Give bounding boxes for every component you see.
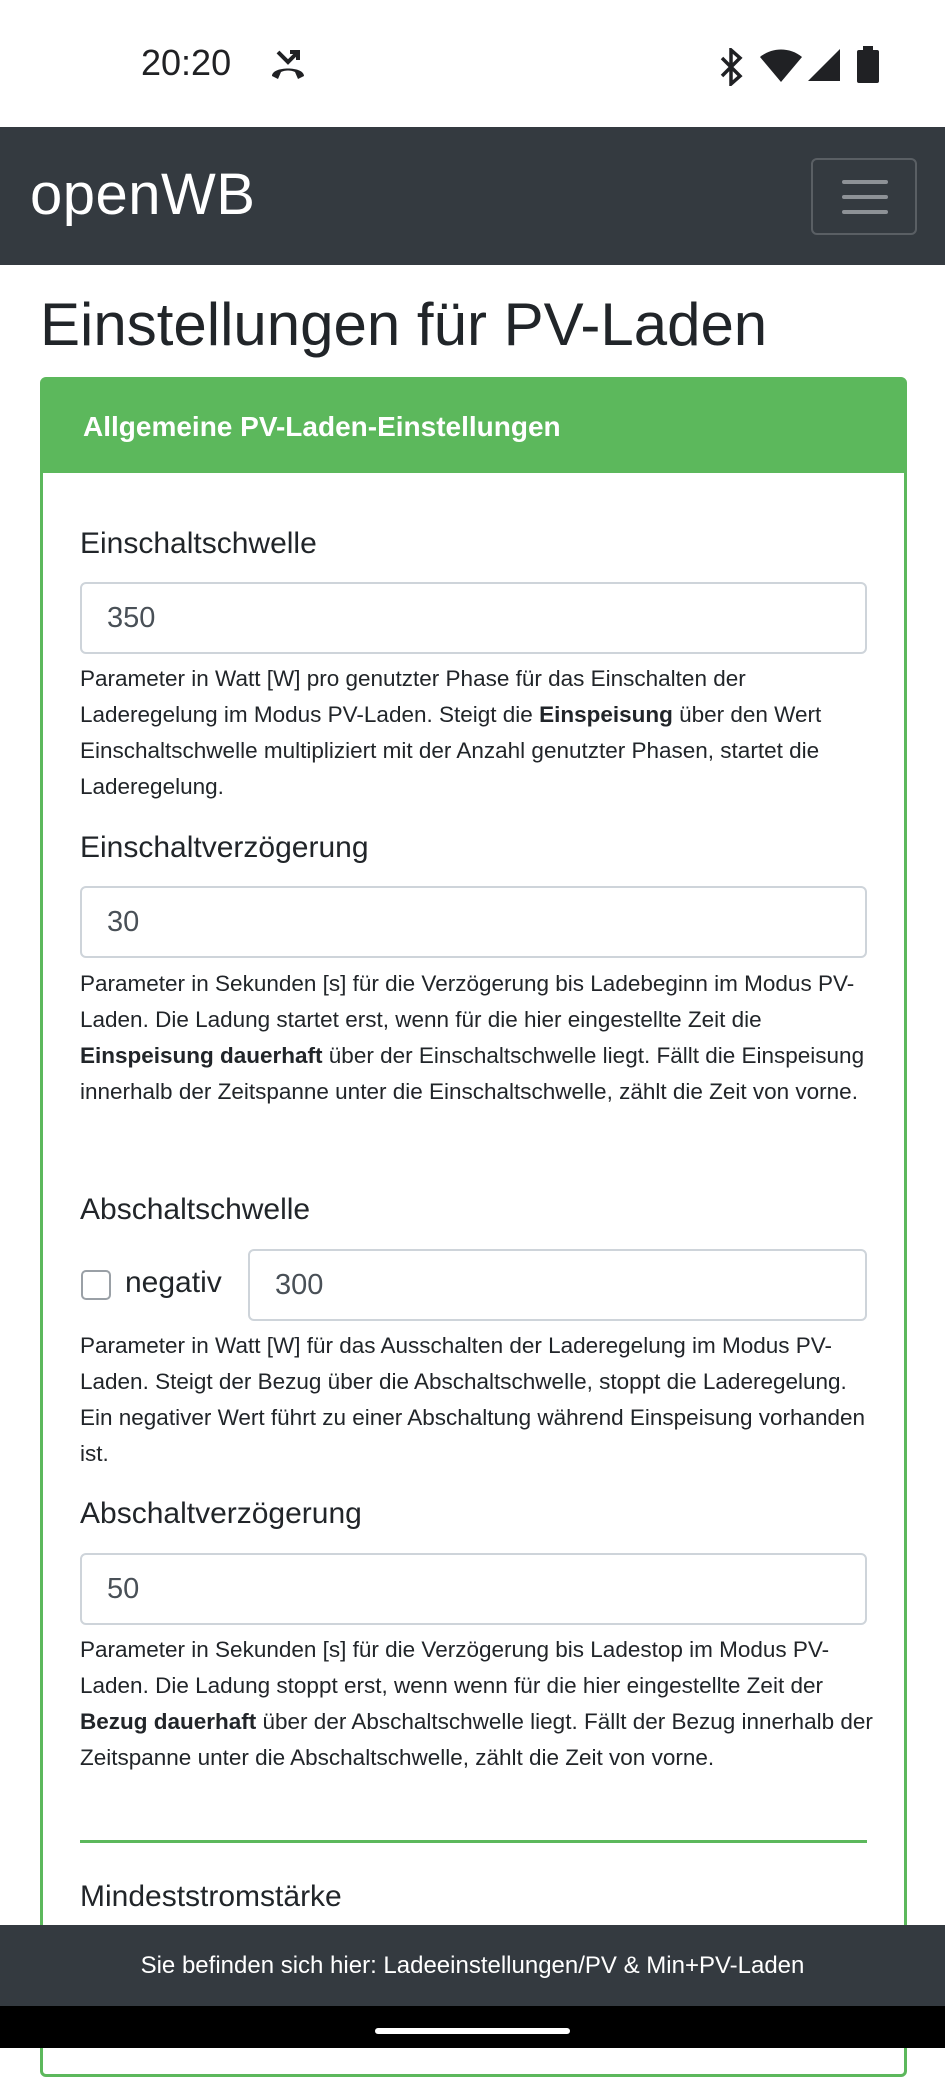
status-time: 20:20 <box>141 42 232 83</box>
signal-icon <box>806 47 842 83</box>
abschaltschwelle-input[interactable] <box>248 1249 867 1321</box>
abschaltverzoegerung-label: Abschaltverzögerung <box>80 1497 362 1530</box>
wifi-icon <box>758 47 804 83</box>
home-indicator[interactable] <box>375 2028 570 2034</box>
system-navigation-bar <box>0 2006 945 2048</box>
einschaltschwelle-input[interactable] <box>80 582 867 654</box>
status-bar <box>0 0 945 127</box>
abschaltschwelle-label: Abschaltschwelle <box>80 1193 311 1226</box>
einschaltverzoegerung-help: Parameter in Sekunden [s] für die Verzögerung bis Ladebeginn im Modus PV-Laden. Die Ladung startet erst, wenn für die hier eingestellte Zeit die Einspeisung dauerhaft über der Einschaltschwelle liegt. Fällt die Einspeisung innerhalb der Zeitspanne unter die Einschaltschwelle, zählt die Zeit von vorne. <box>80 971 865 1104</box>
negativ-checkbox[interactable] <box>81 1270 111 1300</box>
card-header <box>43 380 904 473</box>
einschaltschwelle-help: Parameter in Watt [W] pro genutzter Phase für das Einschalten der Laderegelung im Modus PV-Laden. Steigt die Einspeisung über den Wert Einschaltschwelle multipliziert mit der Anzahl genutzter Phasen, startet die Laderegelung. <box>80 666 822 799</box>
brand-logo[interactable]: openWB <box>30 162 256 227</box>
einschaltverzoegerung-label: Einschaltverzögerung <box>80 831 369 864</box>
footer-bar <box>0 1925 945 2006</box>
einschaltschwelle-label: Einschaltschwelle <box>80 527 317 560</box>
section-divider <box>80 1840 867 1843</box>
abschaltverzoegerung-help: Parameter in Sekunden [s] für die Verzögerung bis Ladestop im Modus PV-Laden. Die Ladung stoppt erst, wenn wenn für die hier eingestellte Zeit der Bezug dauerhaft über der Abschaltschwelle liegt. Fällt der Bezug innerhalb der Zeitspanne unter die Abschaltschwelle, zählt die Zeit von vorne. <box>80 1637 873 1770</box>
einschaltverzoegerung-input[interactable] <box>80 886 867 958</box>
bluetooth-icon <box>716 48 746 86</box>
missed-call-icon <box>266 48 310 82</box>
abschaltverzoegerung-input[interactable] <box>80 1553 867 1625</box>
footer-breadcrumb: Sie befinden sich hier: Ladeeinstellungen/PV & Min+PV-Laden <box>140 1952 805 1979</box>
navbar <box>0 127 945 265</box>
mindeststromstaerke-label: Mindeststromstärke <box>80 1880 342 1913</box>
battery-icon <box>856 46 880 84</box>
negativ-checkbox-label[interactable]: negativ <box>125 1266 222 1299</box>
page-title: Einstellungen für PV-Laden <box>40 291 768 358</box>
abschaltschwelle-help: Parameter in Watt [W] für das Ausschalten der Laderegelung im Modus PV-Laden. Steigt der Bezug über die Abschaltschwelle, stoppt die Laderegelung. Ein negativer Wert führt zu einer Abschaltung während Einspeisung vorhanden ist. <box>80 1333 866 1466</box>
hamburger-menu-icon[interactable] <box>811 158 917 235</box>
card-header-title: Allgemeine PV-Laden-Einstellungen <box>83 411 561 442</box>
